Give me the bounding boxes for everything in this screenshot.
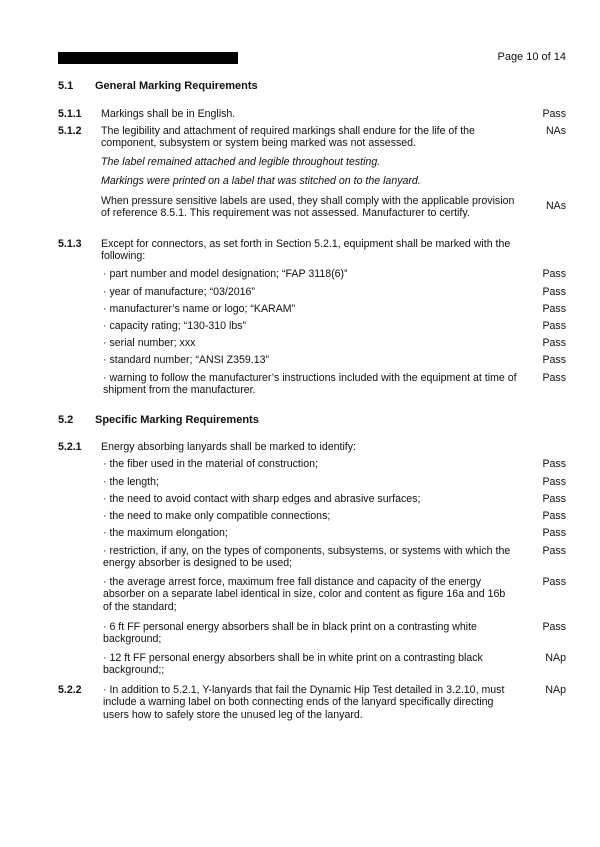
result-cell: Pass [542,372,566,384]
result-cell: Pass [542,458,566,470]
result-cell: Pass [542,286,566,298]
result-cell: NAp [545,652,566,664]
test-note: Markings were printed on a label that was stitched on to the lanyard. [101,175,421,187]
result-cell: Pass [542,510,566,522]
list-item: · the maximum elongation; [103,527,228,539]
list-item: · serial number; xxx [103,337,196,349]
result-cell: Pass [542,303,566,315]
test-note: The label remained attached and legible throughout testing. [101,156,381,168]
list-item: · the fiber used in the material of construction; [103,458,318,470]
list-item: · standard number; “ANSI Z359.13” [103,354,270,366]
result-cell: Pass [542,576,566,588]
result-cell: Pass [542,527,566,539]
list-item: · manufacturer’s name or logo; “KARAM” [103,303,296,315]
list-item: · capacity rating; “130-310 lbs” [103,320,247,332]
list-item: · restriction, if any, on the types of components, subsystems, or systems with which the energy absorber is designed to be used; [103,545,511,570]
clause-text: The legibility and attachment of required markings shall endure for the life of the component, subsystem or system being marked was not assessed. [101,125,475,150]
result-cell: Pass [542,621,566,633]
result-cell: NAp [545,684,566,696]
list-item: · the need to avoid contact with sharp edges and abrasive surfaces; [103,493,421,505]
result-cell: Pass [542,108,566,120]
redacted-header-block [58,52,238,64]
clause-number: 5.2.1 [58,441,82,453]
list-item: · the need to make only compatible connections; [103,510,331,522]
result-cell: Pass [542,337,566,349]
clause-text: When pressure sensitive labels are used, they shall comply with the applicable provision of reference 8.5.1. This requirement was not assessed. Manufacturer to certify. [101,195,515,220]
list-item: · 6 ft FF personal energy absorbers shall be in black print on a contrasting white background; [103,621,477,646]
page-number: Page 10 of 14 [497,51,566,63]
clause-number: 5.1.2 [58,125,82,137]
section-title: General Marking Requirements [95,80,258,92]
list-item: · the average arrest force, maximum free fall distance and capacity of the energy absorber on a separate label identical in size, color and content as figure 16a and 16b of the standard; [103,576,506,613]
clause-text: Energy absorbing lanyards shall be marked to identify: [101,441,356,453]
list-item: · year of manufacture; “03/2016” [103,286,255,298]
result-cell: Pass [542,476,566,488]
clause-number: 5.1.3 [58,238,82,250]
clause-text: · In addition to 5.2.1, Y-lanyards that fail the Dynamic Hip Test detailed in 3.2.10, must include a warning label on both connecting ends of the lanyard specifically directing users how to safely store the unused leg of the lanyard. [103,684,505,721]
result-cell: Pass [542,493,566,505]
clause-text: Markings shall be in English. [101,108,236,120]
clause-number: 5.1.1 [58,108,82,120]
list-item: · the length; [103,476,159,488]
result-cell: Pass [542,545,566,557]
section-title: Specific Marking Requirements [95,414,259,426]
result-cell: Pass [542,268,566,280]
section-number: 5.1 [58,80,74,92]
result-cell: NAs [545,200,566,212]
result-cell: Pass [542,320,566,332]
section-number: 5.2 [58,414,74,426]
result-cell: Pass [542,354,566,366]
clause-number: 5.2.2 [58,684,82,696]
list-item: · 12 ft FF personal energy absorbers shall be in white print on a contrasting black background;; [103,652,483,677]
clause-text: Except for connectors, as set forth in Section 5.2.1, equipment shall be marked with the following: [101,238,511,263]
result-cell: NAs [545,125,566,137]
list-item: · part number and model designation; “FAP 3118(6)” [103,268,348,280]
list-item: · warning to follow the manufacturer’s instructions included with the equipment at time of shipment from the manufacturer. [103,372,517,397]
